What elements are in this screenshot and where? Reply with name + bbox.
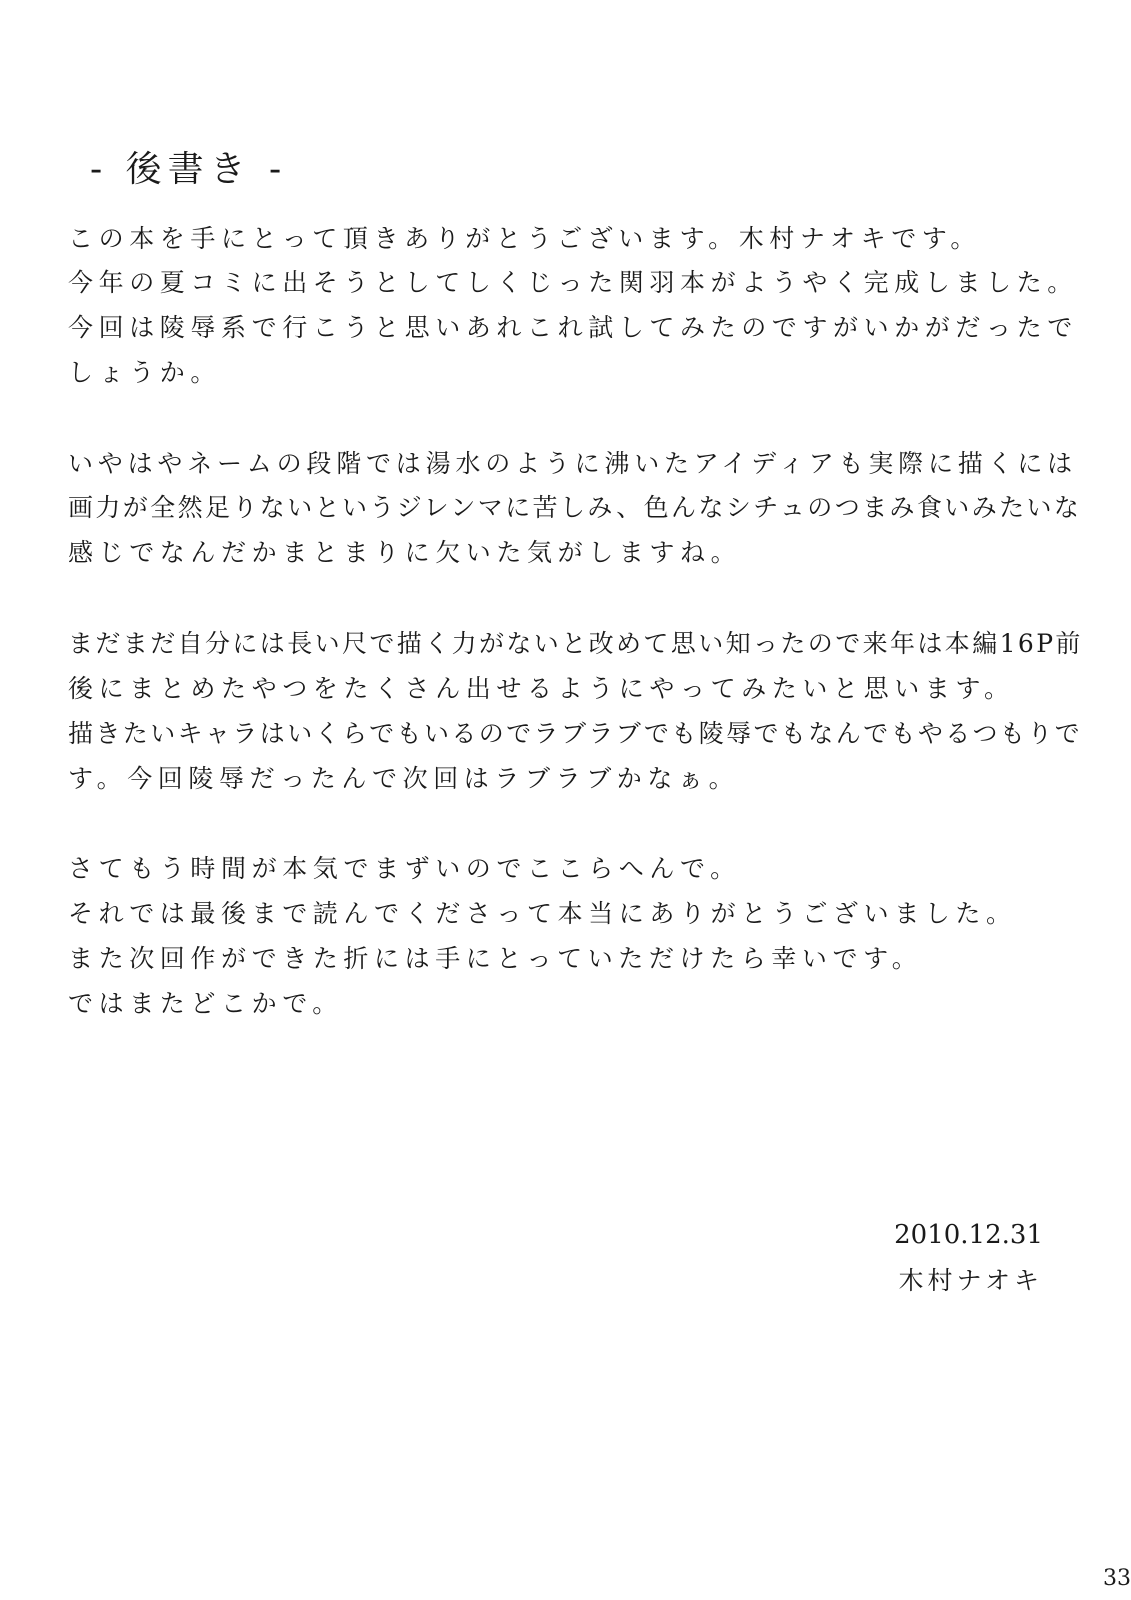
body-line: 今回は陵辱系で行こうと思いあれこれ試してみたのですがいかがだったで	[68, 313, 1078, 342]
body-line: また次回作ができた折には手にとっていただけたら幸いです。	[68, 944, 923, 973]
body-line: 後にまとめたやつをたくさん出せるようにやってみたいと思います。	[68, 674, 1015, 703]
body-line: この本を手にとって頂きありがとうございます。木村ナオキです。	[68, 224, 982, 253]
body-line: 画力が全然足りないというジレンマに苦しみ、色んなシチュのつまみ食いみたいな	[68, 493, 1082, 522]
body-line: 今年の夏コミに出そうとしてしくじった関羽本がようやく完成しました。	[68, 268, 1078, 297]
signature-date: 2010.12.31	[894, 1220, 1043, 1250]
body-line: まだまだ自分には長い尺で描く力がないと改めて思い知ったので来年は本編16P前	[68, 629, 1083, 658]
page-number: 33	[1103, 1566, 1131, 1591]
page-title: - 後書き -	[90, 149, 288, 190]
body-line: ではまたどこかで。	[68, 989, 343, 1018]
body-line: 感じでなんだかまとまりに欠いた気がしますね。	[68, 538, 742, 567]
signature-author: 木村ナオキ	[898, 1266, 1043, 1295]
body-line: しょうか。	[68, 358, 222, 387]
body-line: それでは最後まで読んでくださって本当にありがとうございました。	[68, 899, 1017, 928]
body-line: いやはやネームの段階では湯水のように沸いたアイディアも実際に描くには	[68, 449, 1077, 478]
body-line: さてもう時間が本気でまずいのでここらへんで。	[68, 854, 741, 883]
body-line: す。今回陵辱だったんで次回はラブラブかなぁ。	[68, 764, 740, 793]
body-line: 描きたいキャラはいくらでもいるのでラブラブでも陵辱でもなんでもやるつもりで	[68, 719, 1083, 748]
